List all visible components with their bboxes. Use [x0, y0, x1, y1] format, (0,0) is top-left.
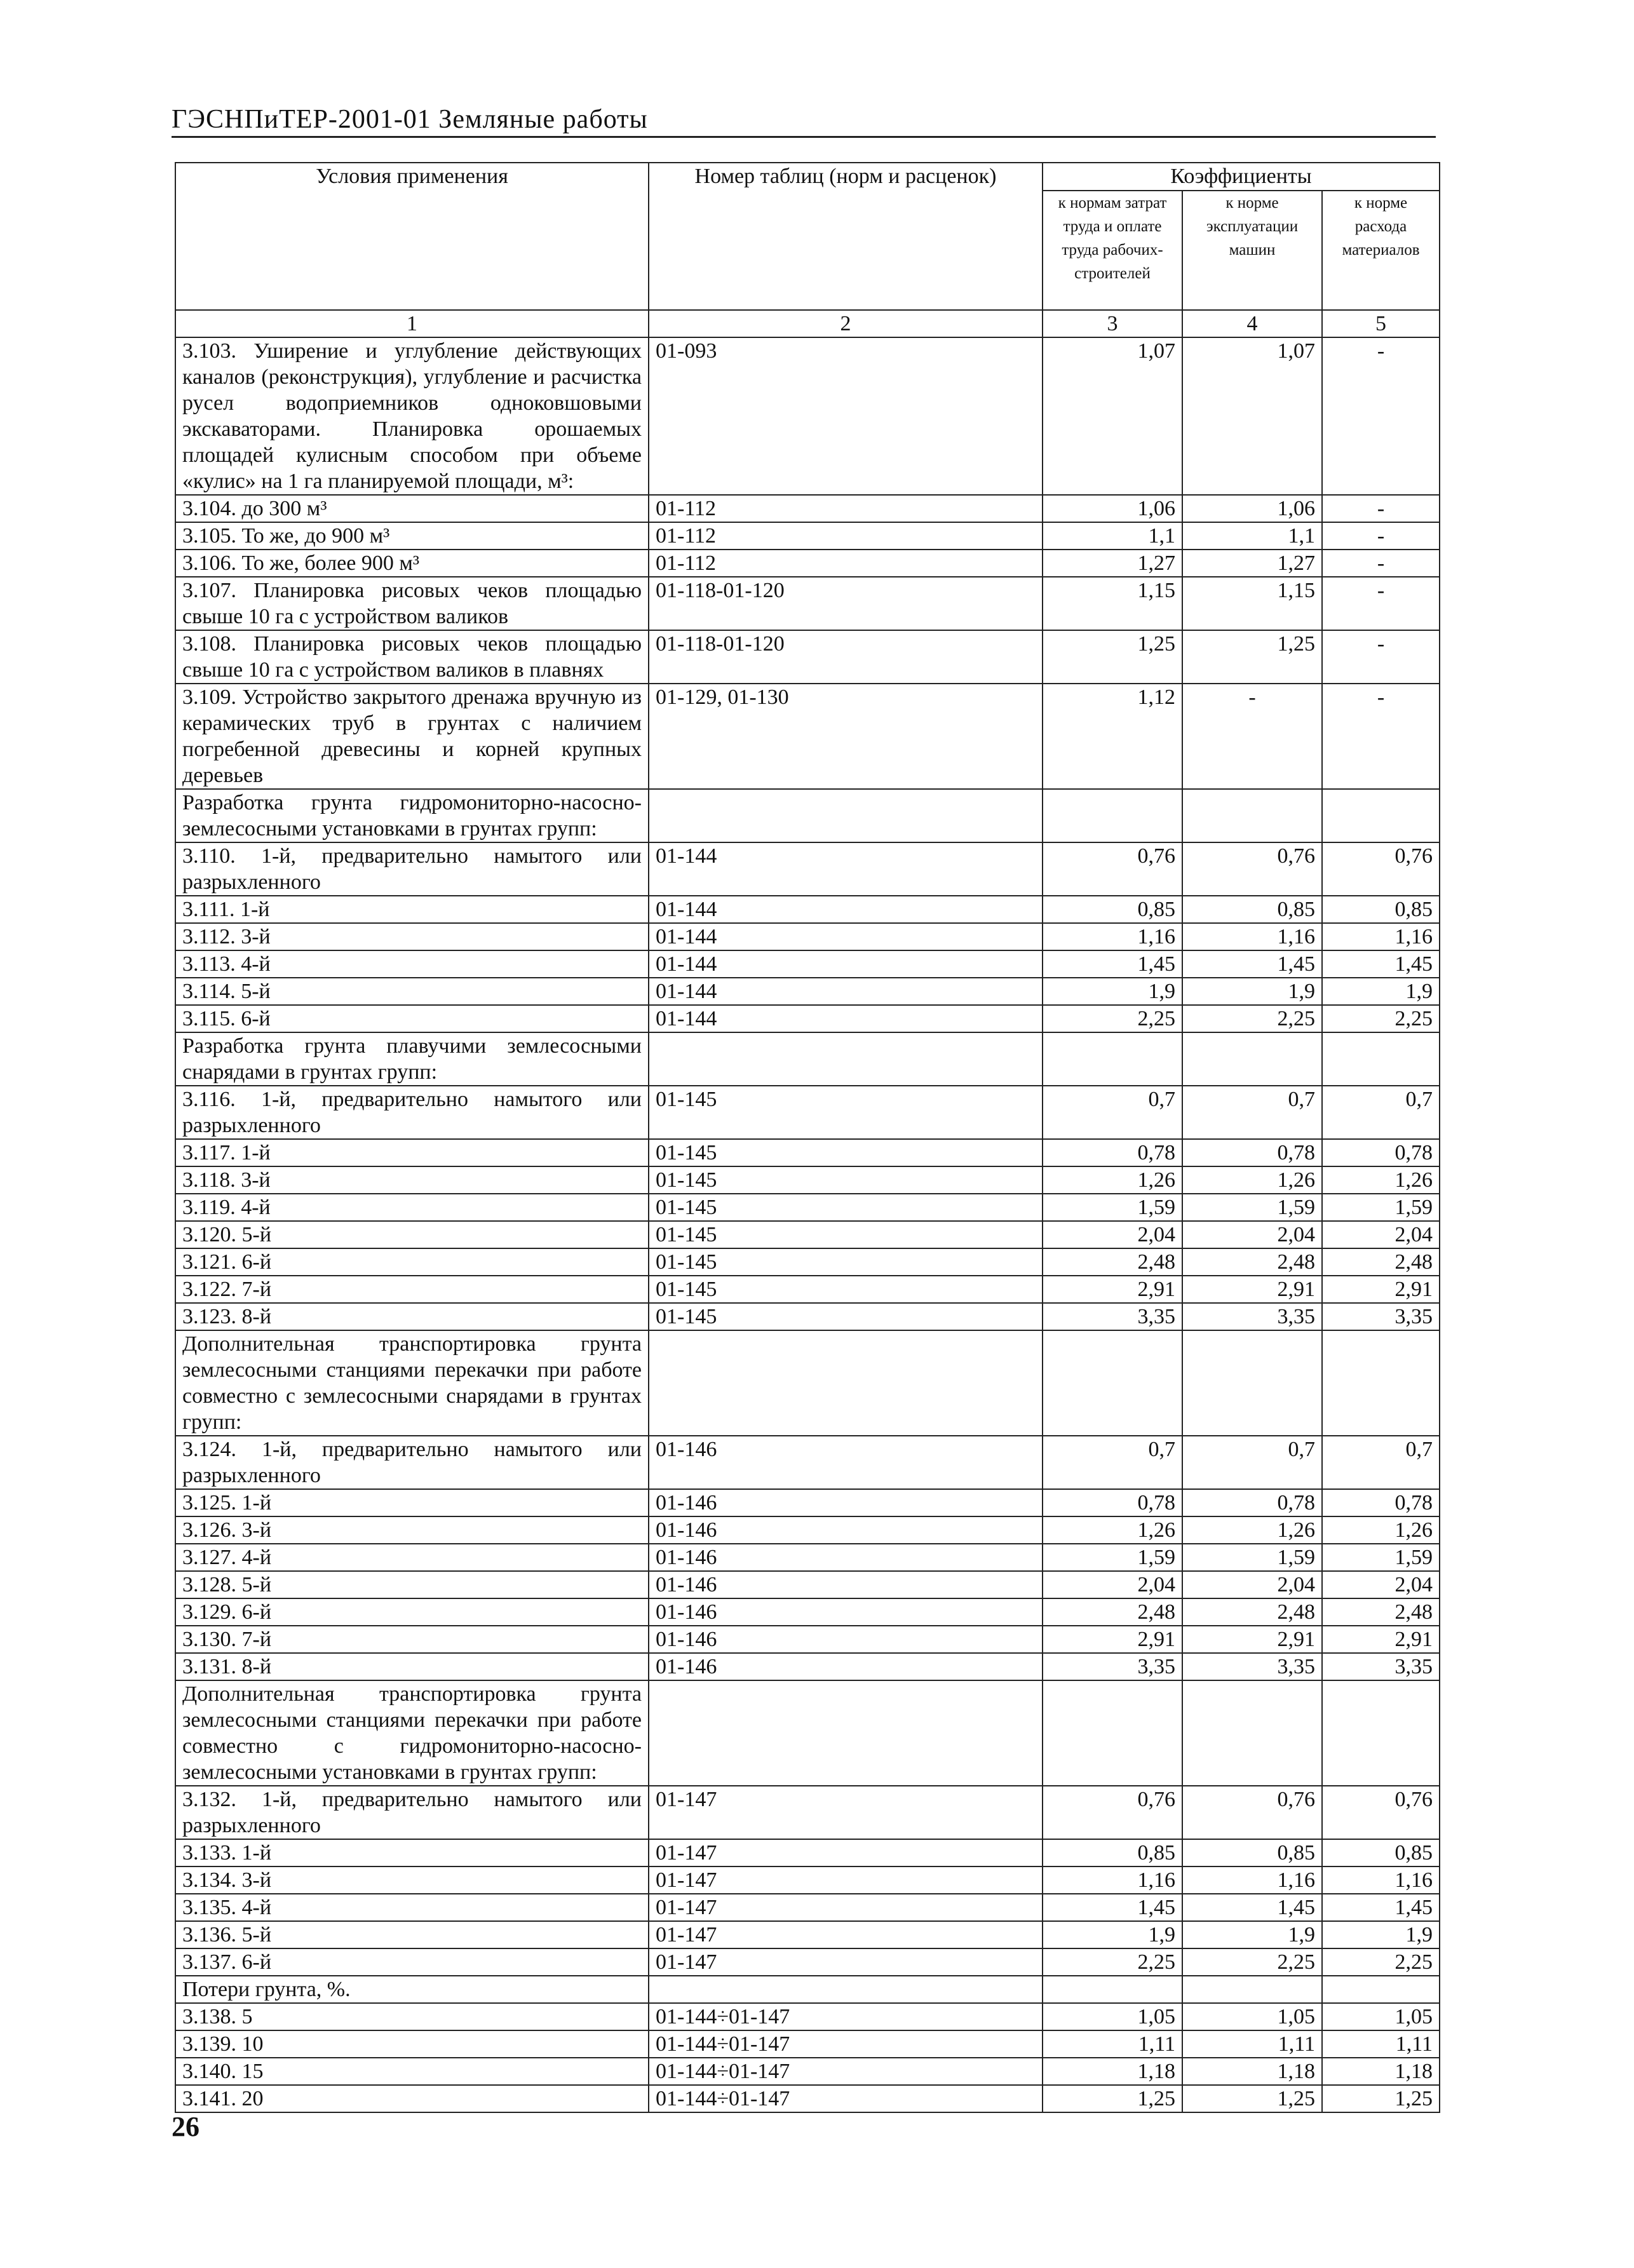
labor-coefficient-cell: 2,48 [1043, 1248, 1182, 1276]
table-number-cell: 01-146 [649, 1598, 1043, 1626]
machine-coefficient-cell: 1,9 [1182, 1921, 1322, 1948]
material-coefficient-cell [1322, 1976, 1440, 2003]
machine-coefficient-cell: 1,07 [1182, 337, 1322, 495]
condition-cell: 3.119. 4-й [175, 1194, 649, 1221]
material-coefficient-cell: 2,25 [1322, 1005, 1440, 1032]
material-coefficient-cell: 0,85 [1322, 896, 1440, 923]
machine-coefficient-cell: 3,35 [1182, 1653, 1322, 1680]
condition-cell: 3.123. 8-й [175, 1303, 649, 1330]
table-number-cell: 01-118-01-120 [649, 630, 1043, 684]
machine-coefficient-cell [1182, 789, 1322, 842]
condition-cell: 3.105. То же, до 900 м³ [175, 522, 649, 550]
table-row [175, 2003, 1440, 2030]
labor-coefficient-cell: 1,45 [1043, 1894, 1182, 1921]
table-number-cell: 01-144 [649, 978, 1043, 1005]
table-number-cell: 01-147 [649, 1921, 1043, 1948]
condition-cell: 3.125. 1-й [175, 1489, 649, 1516]
machine-coefficient-cell: 1,15 [1182, 577, 1322, 630]
condition-cell: 3.133. 1-й [175, 1839, 649, 1866]
table-number-cell: 01-145 [649, 1194, 1043, 1221]
table-row [175, 1489, 1440, 1516]
table-row [175, 1866, 1440, 1894]
condition-cell: 3.124. 1-й, предварительно намытого или разрыхленного [175, 1436, 649, 1489]
material-coefficient-cell: 0,85 [1322, 1839, 1440, 1866]
machine-coefficient-cell: 1,25 [1182, 630, 1322, 684]
table-number-cell: 01-144÷01-147 [649, 2085, 1043, 2112]
table-number-cell: 01-144 [649, 896, 1043, 923]
table-row [175, 1248, 1440, 1276]
machine-coefficient-cell: 2,04 [1182, 1571, 1322, 1598]
material-coefficient-cell: 1,18 [1322, 2058, 1440, 2085]
table-row [175, 1598, 1440, 1626]
condition-cell: Потери грунта, %. [175, 1976, 649, 2003]
table-row [175, 1839, 1440, 1866]
table-row [175, 1653, 1440, 1680]
condition-cell: 3.107. Планировка рисовых чеков площадью свыше 10 га с устройством валиков [175, 577, 649, 630]
table-row [175, 1626, 1440, 1653]
table-row [175, 1894, 1440, 1921]
machine-coefficient-cell: 2,25 [1182, 1005, 1322, 1032]
material-coefficient-cell: - [1322, 577, 1440, 630]
table-body [175, 337, 1440, 2112]
condition-cell: 3.112. 3-й [175, 923, 649, 950]
table-row [175, 1436, 1440, 1489]
table-row [175, 1139, 1440, 1166]
labor-coefficient-cell: 1,18 [1043, 2058, 1182, 2085]
table-number-cell [649, 1330, 1043, 1436]
material-coefficient-cell: 2,25 [1322, 1948, 1440, 1976]
table-number-cell: 01-145 [649, 1221, 1043, 1248]
machine-coefficient-cell: 1,16 [1182, 923, 1322, 950]
machine-coefficient-cell: 2,48 [1182, 1598, 1322, 1626]
table-row [175, 978, 1440, 1005]
material-coefficient-cell: 1,59 [1322, 1544, 1440, 1571]
header-machines: к норме эксплуатации машин [1182, 191, 1322, 310]
table-row [175, 1276, 1440, 1303]
machine-coefficient-cell: 1,1 [1182, 522, 1322, 550]
material-coefficient-cell: 2,91 [1322, 1276, 1440, 1303]
machine-coefficient-cell: 3,35 [1182, 1303, 1322, 1330]
condition-cell: 3.135. 4-й [175, 1894, 649, 1921]
table-number-cell: 01-147 [649, 1839, 1043, 1866]
material-coefficient-cell: 1,16 [1322, 923, 1440, 950]
labor-coefficient-cell: 1,27 [1043, 550, 1182, 577]
condition-cell: 3.111. 1-й [175, 896, 649, 923]
table-row [175, 950, 1440, 978]
machine-coefficient-cell: 1,26 [1182, 1166, 1322, 1194]
table-row [175, 1330, 1440, 1436]
labor-coefficient-cell: 1,9 [1043, 978, 1182, 1005]
table-number-cell: 01-145 [649, 1248, 1043, 1276]
machine-coefficient-cell: 1,06 [1182, 495, 1322, 522]
table-number-cell: 01-093 [649, 337, 1043, 495]
table-row [175, 550, 1440, 577]
labor-coefficient-cell: 1,1 [1043, 522, 1182, 550]
machine-coefficient-cell: 1,25 [1182, 2085, 1322, 2112]
condition-cell: 3.103. Уширение и углубление действующих каналов (реконструкция), углубление и расчистка русел водоприемников одноковшовыми экскаваторами. Планировка орошаемых площадей кулисным способом при объеме «кулис» на 1 га планируемой площади, м³: [175, 337, 649, 495]
material-coefficient-cell: 1,11 [1322, 2030, 1440, 2058]
labor-coefficient-cell: 1,26 [1043, 1516, 1182, 1544]
machine-coefficient-cell: 1,59 [1182, 1194, 1322, 1221]
condition-cell: 3.104. до 300 м³ [175, 495, 649, 522]
condition-cell: 3.121. 6-й [175, 1248, 649, 1276]
material-coefficient-cell: 1,59 [1322, 1194, 1440, 1221]
table-number-cell: 01-145 [649, 1139, 1043, 1166]
material-coefficient-cell [1322, 1032, 1440, 1086]
page-number: 26 [172, 2111, 199, 2142]
table-row [175, 842, 1440, 896]
material-coefficient-cell: - [1322, 630, 1440, 684]
machine-coefficient-cell [1182, 1032, 1322, 1086]
condition-cell: 3.141. 20 [175, 2085, 649, 2112]
header-table-numbers: Номер таблиц (норм и расценок) [649, 163, 1043, 310]
condition-cell: 3.129. 6-й [175, 1598, 649, 1626]
table-row [175, 2030, 1440, 2058]
condition-cell: 3.128. 5-й [175, 1571, 649, 1598]
table-row [175, 1303, 1440, 1330]
condition-cell: 3.108. Планировка рисовых чеков площадью свыше 10 га с устройством валиков в плавнях [175, 630, 649, 684]
table-row [175, 1221, 1440, 1248]
machine-coefficient-cell: 1,27 [1182, 550, 1322, 577]
condition-cell: 3.134. 3-й [175, 1866, 649, 1894]
machine-coefficient-cell: 2,48 [1182, 1248, 1322, 1276]
table-row [175, 577, 1440, 630]
machine-coefficient-cell: 2,91 [1182, 1276, 1322, 1303]
table-row [175, 923, 1440, 950]
material-coefficient-cell: 1,16 [1322, 1866, 1440, 1894]
condition-cell: Дополнительная транспортировка грунта землесосными станциями перекачки при работе совместно с землесосными снарядами в грунтах групп: [175, 1330, 649, 1436]
table-row [175, 1786, 1440, 1839]
labor-coefficient-cell [1043, 789, 1182, 842]
machine-coefficient-cell: 1,16 [1182, 1866, 1322, 1894]
table-number-cell: 01-147 [649, 1866, 1043, 1894]
labor-coefficient-cell: 1,25 [1043, 2085, 1182, 2112]
material-coefficient-cell: - [1322, 495, 1440, 522]
machine-coefficient-cell: 0,85 [1182, 1839, 1322, 1866]
labor-coefficient-cell: 2,91 [1043, 1276, 1182, 1303]
material-coefficient-cell: 0,76 [1322, 1786, 1440, 1839]
condition-cell: 3.110. 1-й, предварительно намытого или разрыхленного [175, 842, 649, 896]
table-number-cell: 01-147 [649, 1948, 1043, 1976]
labor-coefficient-cell: 0,85 [1043, 1839, 1182, 1866]
material-coefficient-cell: 1,05 [1322, 2003, 1440, 2030]
table-number-cell: 01-145 [649, 1166, 1043, 1194]
table-row [175, 1571, 1440, 1598]
table-row [175, 522, 1440, 550]
table-number-cell: 01-145 [649, 1086, 1043, 1139]
table-row [175, 1921, 1440, 1948]
table-number-cell: 01-118-01-120 [649, 577, 1043, 630]
table-row [175, 1194, 1440, 1221]
table-row [175, 2058, 1440, 2085]
material-coefficient-cell: - [1322, 684, 1440, 789]
condition-cell: Разработка грунта плавучими землесосными снарядами в грунтах групп: [175, 1032, 649, 1086]
column-number: 3 [1043, 310, 1182, 337]
table-number-cell: 01-144÷01-147 [649, 2030, 1043, 2058]
labor-coefficient-cell: 0,7 [1043, 1086, 1182, 1139]
machine-coefficient-cell: 0,76 [1182, 842, 1322, 896]
labor-coefficient-cell: 0,78 [1043, 1139, 1182, 1166]
labor-coefficient-cell: 1,05 [1043, 2003, 1182, 2030]
material-coefficient-cell: 1,26 [1322, 1516, 1440, 1544]
material-coefficient-cell: 2,04 [1322, 1221, 1440, 1248]
condition-cell: 3.139. 10 [175, 2030, 649, 2058]
labor-coefficient-cell: 1,07 [1043, 337, 1182, 495]
condition-cell: 3.118. 3-й [175, 1166, 649, 1194]
table-row [175, 1516, 1440, 1544]
table-number-cell [649, 1976, 1043, 2003]
table-number-cell [649, 789, 1043, 842]
material-coefficient-cell: 1,26 [1322, 1166, 1440, 1194]
labor-coefficient-cell: 1,16 [1043, 1866, 1182, 1894]
material-coefficient-cell: 1,9 [1322, 1921, 1440, 1948]
material-coefficient-cell: 1,45 [1322, 1894, 1440, 1921]
labor-coefficient-cell: 2,25 [1043, 1948, 1182, 1976]
header-labor: к нормам затрат труда и оплате труда рабочих-строителей [1043, 191, 1182, 310]
labor-coefficient-cell: 1,45 [1043, 950, 1182, 978]
labor-coefficient-cell: 1,59 [1043, 1544, 1182, 1571]
table-number-cell: 01-146 [649, 1571, 1043, 1598]
labor-coefficient-cell: 0,85 [1043, 896, 1182, 923]
condition-cell: 3.131. 8-й [175, 1653, 649, 1680]
table-row [175, 896, 1440, 923]
table-row [175, 1005, 1440, 1032]
material-coefficient-cell: 1,45 [1322, 950, 1440, 978]
machine-coefficient-cell [1182, 1330, 1322, 1436]
table-row [175, 1166, 1440, 1194]
machine-coefficient-cell: 0,85 [1182, 896, 1322, 923]
column-number: 5 [1322, 310, 1440, 337]
table-number-cell: 01-144 [649, 842, 1043, 896]
labor-coefficient-cell: 1,59 [1043, 1194, 1182, 1221]
condition-cell: 3.137. 6-й [175, 1948, 649, 1976]
column-number: 4 [1182, 310, 1322, 337]
labor-coefficient-cell: 2,04 [1043, 1221, 1182, 1248]
material-coefficient-cell [1322, 1330, 1440, 1436]
material-coefficient-cell: 1,25 [1322, 2085, 1440, 2112]
labor-coefficient-cell: 1,16 [1043, 923, 1182, 950]
labor-coefficient-cell [1043, 1680, 1182, 1786]
table-number-cell [649, 1680, 1043, 1786]
header-conditions: Условия применения [175, 163, 649, 310]
labor-coefficient-cell: 2,04 [1043, 1571, 1182, 1598]
material-coefficient-cell: 2,04 [1322, 1571, 1440, 1598]
table-number-cell: 01-146 [649, 1489, 1043, 1516]
material-coefficient-cell: 0,78 [1322, 1139, 1440, 1166]
condition-cell: 3.116. 1-й, предварительно намытого или разрыхленного [175, 1086, 649, 1139]
condition-cell: 3.113. 4-й [175, 950, 649, 978]
table-number-cell: 01-146 [649, 1653, 1043, 1680]
machine-coefficient-cell: 0,7 [1182, 1086, 1322, 1139]
condition-cell: Разработка грунта гидромониторно-насосно-землесосными установками в грунтах групп: [175, 789, 649, 842]
labor-coefficient-cell: 3,35 [1043, 1303, 1182, 1330]
column-number: 2 [649, 310, 1043, 337]
table-number-cell: 01-129, 01-130 [649, 684, 1043, 789]
condition-cell: 3.122. 7-й [175, 1276, 649, 1303]
table-number-cell: 01-146 [649, 1626, 1043, 1653]
machine-coefficient-cell: 1,45 [1182, 1894, 1322, 1921]
labor-coefficient-cell: 3,35 [1043, 1653, 1182, 1680]
machine-coefficient-cell [1182, 1976, 1322, 2003]
machine-coefficient-cell: 0,78 [1182, 1139, 1322, 1166]
labor-coefficient-cell: 0,76 [1043, 1786, 1182, 1839]
labor-coefficient-cell: 0,7 [1043, 1436, 1182, 1489]
labor-coefficient-cell: 0,78 [1043, 1489, 1182, 1516]
column-number: 1 [175, 310, 649, 337]
labor-coefficient-cell: 1,9 [1043, 1921, 1182, 1948]
labor-coefficient-cell: 2,91 [1043, 1626, 1182, 1653]
machine-coefficient-cell: 1,11 [1182, 2030, 1322, 2058]
material-coefficient-cell: 0,78 [1322, 1489, 1440, 1516]
table-row [175, 684, 1440, 789]
machine-coefficient-cell [1182, 1680, 1322, 1786]
material-coefficient-cell: 0,7 [1322, 1086, 1440, 1139]
material-coefficient-cell: 3,35 [1322, 1303, 1440, 1330]
table-row [175, 789, 1440, 842]
material-coefficient-cell: - [1322, 337, 1440, 495]
condition-cell: Дополнительная транспортировка грунта землесосными станциями перекачки при работе совместно с гидромониторно-насосно-землесосными установками в грунтах групп: [175, 1680, 649, 1786]
table-row [175, 2085, 1440, 2112]
table-number-cell: 01-144 [649, 950, 1043, 978]
machine-coefficient-cell: 1,18 [1182, 2058, 1322, 2085]
machine-coefficient-cell: 1,9 [1182, 978, 1322, 1005]
table-number-cell: 01-146 [649, 1516, 1043, 1544]
material-coefficient-cell: 0,7 [1322, 1436, 1440, 1489]
condition-cell: 3.109. Устройство закрытого дренажа вручную из керамических труб в грунтах с наличием погребенной древесины и корней крупных деревьев [175, 684, 649, 789]
table-number-cell: 01-146 [649, 1436, 1043, 1489]
header-rule [172, 136, 1436, 138]
header-coefficients: Коэффициенты [1043, 163, 1440, 191]
table-row [175, 337, 1440, 495]
labor-coefficient-cell [1043, 1032, 1182, 1086]
condition-cell: 3.120. 5-й [175, 1221, 649, 1248]
table-row [175, 1948, 1440, 1976]
labor-coefficient-cell: 2,25 [1043, 1005, 1182, 1032]
material-coefficient-cell: 2,91 [1322, 1626, 1440, 1653]
coefficients-table [175, 162, 1440, 2113]
condition-cell: 3.115. 6-й [175, 1005, 649, 1032]
table-row [175, 1032, 1440, 1086]
condition-cell: 3.130. 7-й [175, 1626, 649, 1653]
labor-coefficient-cell: 1,11 [1043, 2030, 1182, 2058]
table-row [175, 630, 1440, 684]
condition-cell: 3.127. 4-й [175, 1544, 649, 1571]
table-row [175, 1086, 1440, 1139]
material-coefficient-cell [1322, 1680, 1440, 1786]
table-number-cell: 01-144 [649, 1005, 1043, 1032]
material-coefficient-cell: 3,35 [1322, 1653, 1440, 1680]
table-row [175, 1976, 1440, 2003]
material-coefficient-cell: 2,48 [1322, 1248, 1440, 1276]
table-number-cell: 01-144 [649, 923, 1043, 950]
labor-coefficient-cell: 1,06 [1043, 495, 1182, 522]
material-coefficient-cell: 2,48 [1322, 1598, 1440, 1626]
material-coefficient-cell: 1,9 [1322, 978, 1440, 1005]
machine-coefficient-cell: 1,05 [1182, 2003, 1322, 2030]
table-number-cell: 01-147 [649, 1786, 1043, 1839]
labor-coefficient-cell: 1,25 [1043, 630, 1182, 684]
labor-coefficient-cell [1043, 1330, 1182, 1436]
material-coefficient-cell [1322, 789, 1440, 842]
table-number-cell: 01-112 [649, 550, 1043, 577]
table-number-cell [649, 1032, 1043, 1086]
table-number-cell: 01-145 [649, 1303, 1043, 1330]
table-row [175, 1544, 1440, 1571]
condition-cell: 3.140. 15 [175, 2058, 649, 2085]
table-row [175, 1680, 1440, 1786]
machine-coefficient-cell: 2,04 [1182, 1221, 1322, 1248]
labor-coefficient-cell: 0,76 [1043, 842, 1182, 896]
material-coefficient-cell: 0,76 [1322, 842, 1440, 896]
header-materials: к норме расхода материалов [1322, 191, 1440, 310]
table-number-cell: 01-112 [649, 495, 1043, 522]
labor-coefficient-cell [1043, 1976, 1182, 2003]
table-number-cell: 01-146 [649, 1544, 1043, 1571]
machine-coefficient-cell: 0,76 [1182, 1786, 1322, 1839]
condition-cell: 3.117. 1-й [175, 1139, 649, 1166]
machine-coefficient-cell: 1,45 [1182, 950, 1322, 978]
labor-coefficient-cell: 1,12 [1043, 684, 1182, 789]
condition-cell: 3.136. 5-й [175, 1921, 649, 1948]
machine-coefficient-cell: - [1182, 684, 1322, 789]
table-row [175, 495, 1440, 522]
machine-coefficient-cell: 1,59 [1182, 1544, 1322, 1571]
table-number-cell: 01-145 [649, 1276, 1043, 1303]
material-coefficient-cell: - [1322, 522, 1440, 550]
machine-coefficient-cell: 0,7 [1182, 1436, 1322, 1489]
table-number-cell: 01-144÷01-147 [649, 2003, 1043, 2030]
condition-cell: 3.138. 5 [175, 2003, 649, 2030]
material-coefficient-cell: - [1322, 550, 1440, 577]
machine-coefficient-cell: 0,78 [1182, 1489, 1322, 1516]
table-number-cell: 01-144÷01-147 [649, 2058, 1043, 2085]
labor-coefficient-cell: 1,15 [1043, 577, 1182, 630]
table-number-cell: 01-147 [649, 1894, 1043, 1921]
labor-coefficient-cell: 2,48 [1043, 1598, 1182, 1626]
condition-cell: 3.114. 5-й [175, 978, 649, 1005]
condition-cell: 3.132. 1-й, предварительно намытого или разрыхленного [175, 1786, 649, 1839]
machine-coefficient-cell: 2,25 [1182, 1948, 1322, 1976]
machine-coefficient-cell: 1,26 [1182, 1516, 1322, 1544]
labor-coefficient-cell: 1,26 [1043, 1166, 1182, 1194]
machine-coefficient-cell: 2,91 [1182, 1626, 1322, 1653]
table-number-cell: 01-112 [649, 522, 1043, 550]
running-header: ГЭСНПиТЕР-2001-01 Земляные работы [172, 105, 648, 134]
condition-cell: 3.106. То же, более 900 м³ [175, 550, 649, 577]
condition-cell: 3.126. 3-й [175, 1516, 649, 1544]
